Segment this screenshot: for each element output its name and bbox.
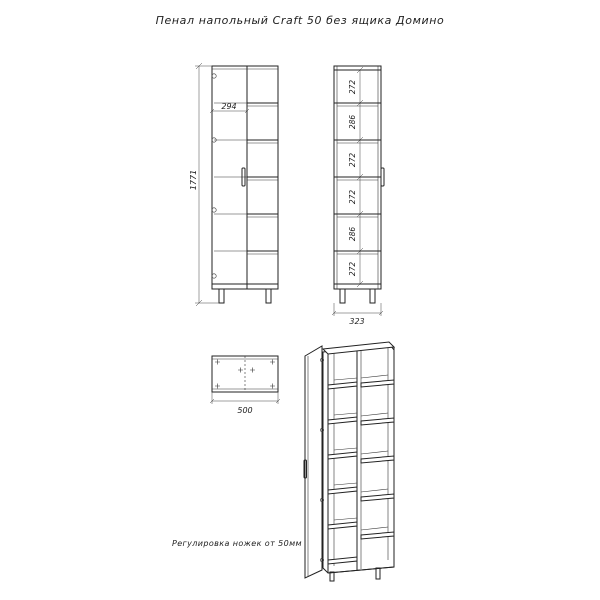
height-label: 1771	[189, 169, 198, 191]
side-handle	[381, 168, 384, 186]
depth-label: 294	[221, 102, 237, 111]
leg-adjustment-note: Регулировка ножек от 50мм	[172, 539, 302, 548]
top-width-dimension	[210, 392, 280, 415]
front-shelves	[214, 103, 278, 254]
open-door	[305, 346, 322, 578]
shelf-gap-label: 286	[348, 226, 357, 242]
side-shelves	[334, 103, 381, 254]
shelf-gap-label: 272	[348, 79, 357, 95]
side-legs	[340, 289, 375, 303]
shelf-gap-label: 272	[348, 189, 357, 205]
top-width-label: 500	[237, 406, 253, 415]
side-width-dimension	[332, 303, 383, 326]
shelf-gap-labels	[348, 80, 357, 277]
side-view	[332, 66, 384, 326]
side-width-label: 323	[349, 317, 365, 326]
title: Пенал напольный Craft 50 без ящика Домино	[155, 14, 445, 27]
shelf-gap-label: 286	[348, 114, 357, 130]
height-dimension	[189, 63, 219, 306]
shelf-gap-label: 272	[348, 261, 357, 277]
shelf-gap-label: 272	[348, 152, 357, 168]
perspective-view	[304, 342, 394, 581]
depth-dimension	[210, 102, 249, 113]
top-view	[210, 356, 280, 415]
front-view	[189, 63, 278, 306]
front-legs	[219, 289, 271, 303]
